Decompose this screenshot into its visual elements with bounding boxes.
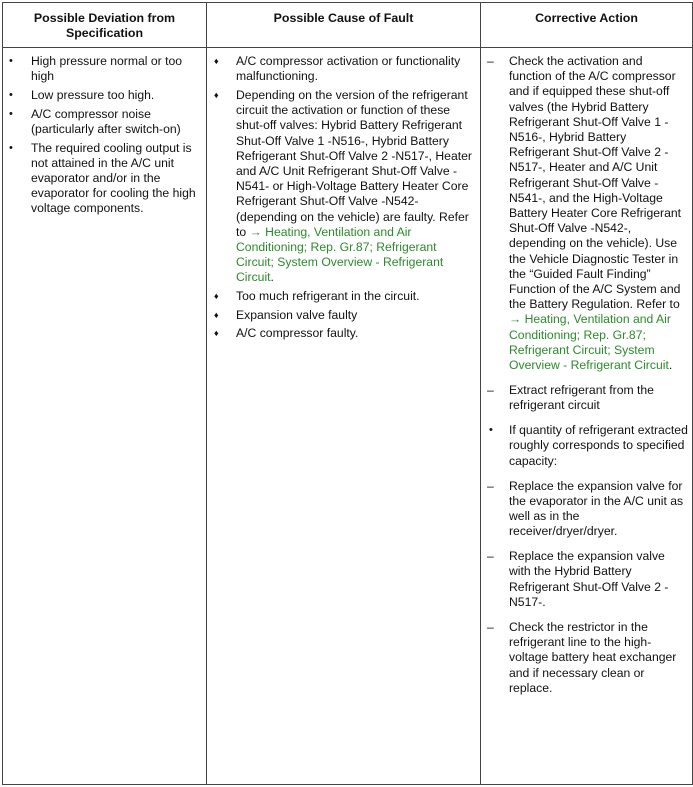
header-deviation: Possible Deviation from Specification bbox=[3, 3, 207, 48]
bullet-diamond: ♦ bbox=[214, 291, 219, 302]
action-text: Replace the expansion valve for the evaporator in the A/C unit as well as in the receiver/dryer/dryer. bbox=[509, 478, 684, 539]
list-item bbox=[485, 54, 688, 373]
hvac-reference-link[interactable]: → Heating, Ventilation and Air Conditioning; Rep. Gr.87; Refrigerant Circuit; System Overview - Refrigerant Circuit bbox=[236, 224, 444, 285]
list-item bbox=[7, 107, 202, 137]
action-text-end: . bbox=[668, 358, 673, 373]
list-item bbox=[485, 479, 688, 540]
list-item bbox=[211, 88, 476, 286]
list-item bbox=[485, 383, 688, 413]
cause-text-end: . bbox=[270, 270, 274, 285]
list-item bbox=[211, 308, 476, 323]
bullet-dash: – bbox=[487, 478, 494, 493]
action-list bbox=[485, 54, 688, 696]
list-item bbox=[7, 141, 202, 217]
action-text: Check the activation and function of the A/C compressor and if equipped these shut-off valves (the Hybrid Battery Refrigerant Shut-Off Valve 1 -N516-, Hybrid Battery Refrigerant Shut-Off Valve 2 -N517-, Heater and A/C Unit Refrigerant Shut-Off Valve -N541-, and the High-Voltage Battery Heater Core Refrigerant Shut-Off Valve -N542-, depending on the vehicle). Use the Vehicle Diagnostic Tester in the “Guided Fault Finding” Function of the A/C System and the Battery Regulation. Refer to bbox=[509, 54, 682, 312]
deviation-text: The required cooling output is not attained in the A/C unit evaporator and/or in the evaporator for cooling the high voltage components. bbox=[31, 140, 196, 216]
cause-text: Depending on the version of the refrigerant circuit the activation or function of these shut-off valves: Hybrid Battery Refrigerant Shut-Off Valve 1 -N516-, Hybrid Battery Refrigerant Shut-Off Valve 2 -N517-, Heater and A/C Unit Refrigerant Shut-Off Valve -N541- or High-Voltage Battery Heater Core Refrigerant Shut-Off Valve -N542- (depending on the vehicle) are faulty. Refer to bbox=[236, 87, 472, 239]
bullet-diamond: ♦ bbox=[214, 56, 219, 66]
deviation-text: High pressure normal or too high bbox=[31, 54, 183, 84]
bullet-dash: – bbox=[487, 54, 494, 68]
bullet-diamond: ♦ bbox=[214, 328, 219, 339]
list-item bbox=[211, 326, 476, 341]
list-item bbox=[485, 620, 688, 696]
cause-text: Too much refrigerant in the circuit. bbox=[236, 289, 420, 304]
bullet-dot: • bbox=[9, 107, 13, 120]
table-row bbox=[3, 48, 693, 785]
cause-text: A/C compressor faulty. bbox=[236, 326, 359, 341]
deviation-cell bbox=[3, 48, 207, 785]
deviation-text: A/C compressor noise (particularly after switch-on) bbox=[31, 106, 181, 136]
header-action: Corrective Action bbox=[481, 3, 693, 48]
bullet-dot: • bbox=[9, 141, 13, 154]
cause-cell bbox=[207, 48, 481, 785]
action-cell bbox=[481, 48, 693, 785]
bullet-dash: – bbox=[487, 383, 494, 398]
header-row bbox=[3, 3, 693, 48]
cause-text: A/C compressor activation or functionality malfunctioning. bbox=[236, 54, 461, 84]
deviation-text: Low pressure too high. bbox=[31, 87, 155, 102]
cause-text: Expansion valve faulty bbox=[236, 307, 358, 322]
list-item bbox=[7, 88, 202, 103]
action-text: If quantity of refrigerant extracted roughly corresponds to specified capacity: bbox=[509, 423, 688, 468]
bullet-diamond: ♦ bbox=[214, 309, 219, 320]
list-item bbox=[211, 289, 476, 304]
cause-list bbox=[211, 54, 476, 342]
deviation-list bbox=[7, 54, 202, 217]
bullet-dash: – bbox=[487, 619, 494, 634]
action-text: Replace the expansion valve with the Hybrid Battery Refrigerant Shut-Off Valve 2 -N517-. bbox=[509, 549, 669, 609]
bullet-dot: • bbox=[9, 88, 13, 101]
bullet-dash: – bbox=[487, 549, 494, 564]
header-cause: Possible Cause of Fault bbox=[207, 3, 481, 48]
action-text: Check the restrictor in the refrigerant line to the high-voltage battery heat exchanger and if necessary clean or replace. bbox=[509, 619, 677, 695]
hvac-reference-link[interactable]: → Heating, Ventilation and Air Conditioning; Rep. Gr.87; Refrigerant Circuit; System Overview - Refrigerant Circuit bbox=[509, 312, 671, 373]
fault-table bbox=[2, 2, 693, 785]
list-item bbox=[211, 54, 476, 84]
bullet-dot: • bbox=[489, 424, 493, 437]
list-item bbox=[485, 423, 688, 469]
list-item bbox=[7, 54, 202, 84]
bullet-diamond: ♦ bbox=[214, 89, 219, 100]
action-text: Extract refrigerant from the refrigerant circuit bbox=[509, 383, 654, 413]
list-item bbox=[485, 549, 688, 610]
bullet-dot: • bbox=[9, 55, 13, 67]
